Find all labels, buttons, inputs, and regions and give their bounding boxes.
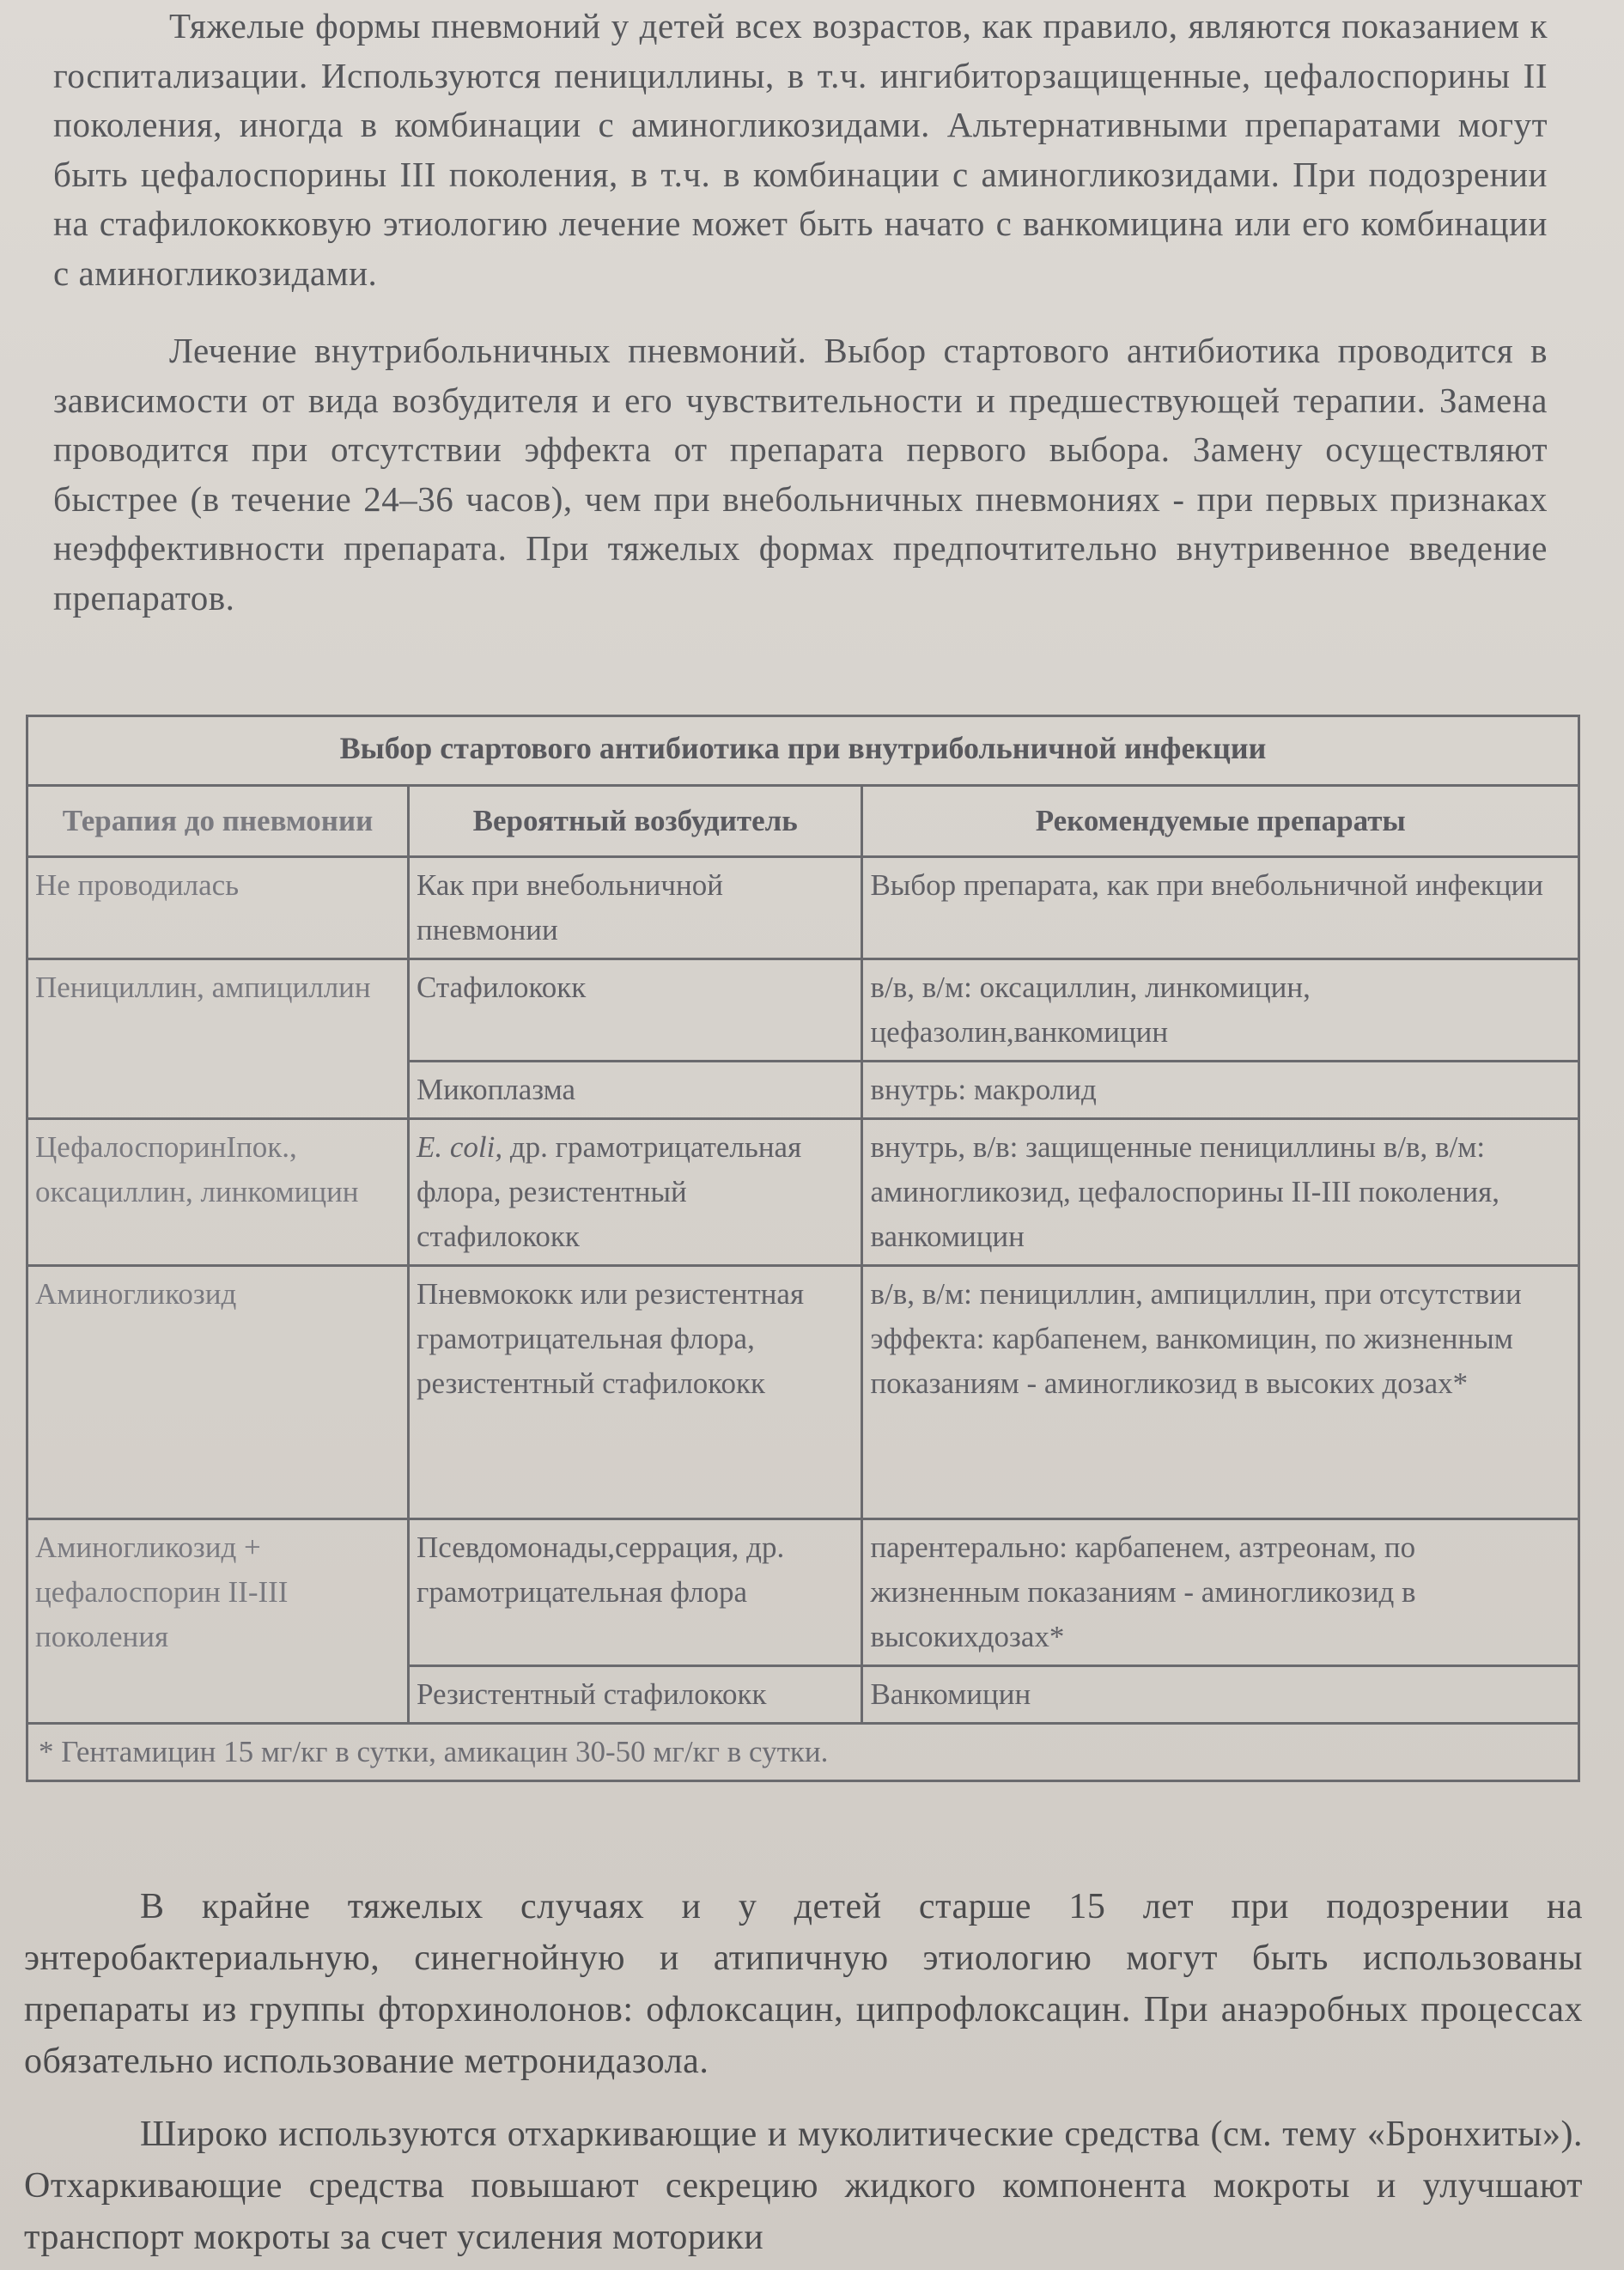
cell-drugs: Ванкомицин — [862, 1666, 1579, 1724]
cell-drugs: парентерально: карбапенем, азтреонам, по жизненным показаниям - аминогликозид в высокихдозах* — [862, 1519, 1579, 1666]
cell-pathogen: Пневмококк или резистентная грамотрицательная флора, резистентный стафилококк — [409, 1266, 862, 1519]
cell-drugs: внутрь, в/в: защищенные пенициллины в/в, в/м: аминогликозид, цефалоспорины II-III поколения, ванкомицин — [862, 1119, 1579, 1266]
cell-pathogen: Микоплазма — [409, 1062, 862, 1119]
table-row — [27, 1519, 1579, 1666]
cell-therapy: Пенициллин, ампициллин — [27, 959, 409, 1119]
header-pathogen: Вероятный возбудитель — [409, 786, 862, 857]
cell-pathogen: Псевдомонады,серрация, др. грамотрицательная флора — [409, 1519, 862, 1666]
table-row — [27, 1119, 1579, 1266]
cell-drugs: в/в, в/м: оксациллин, линкомицин, цефазолин,ванкомицин — [862, 959, 1579, 1062]
cell-drugs: Выбор препарата, как при внебольничной инфекции — [862, 857, 1579, 959]
cell-pathogen: Как при внебольничной пневмонии — [409, 857, 862, 959]
table-title: Выбор стартового антибиотика при внутрибольничной инфекции — [27, 716, 1579, 786]
table-row — [27, 857, 1579, 959]
pathogen-text: др. грамотрицательная флора, резистентный стафилококк — [417, 1130, 802, 1253]
pathogen-italic: E. coli, — [417, 1130, 503, 1164]
paragraph-intro: Тяжелые формы пневмоний у детей всех возрастов, как правило, являются показанием к госпитализации. Используются пенициллины, в т.ч. ингибиторзащищенные, цефалоспорины II поколения, иногда в комбинации с аминогликозидами. Альтернативными препаратами могут быть цефалоспорины III поколения, в т.ч. в комбинации с аминогликозидами. При подозрении на стафилококковую этиологию лечение может быть начато с ванкомицина или его комбинации с аминогликозидами. — [53, 6, 1548, 293]
table-footnote: * Гентамицин 15 мг/кг в сутки, амикацин 30-50 мг/кг в сутки. — [27, 1724, 1579, 1781]
header-drugs: Рекомендуемые препараты — [862, 786, 1579, 857]
header-therapy: Терапия до пневмонии — [27, 786, 409, 857]
paragraph-hospital-pneumonia: Лечение внутрибольничных пневмоний. Выбор стартового антибиотика проводится в зависимости от вида возбудителя и его чувствительности и предшествующей терапии. Замена проводится при отсутствии эффекта от препарата первого выбора. Замену осуществляют быстрее (в течение 24–36 часов), чем при внебольничных пневмониях - при первых признаках неэффективности препарата. При тяжелых формах предпочтительно внутривенное введение препаратов. — [53, 331, 1548, 618]
table-row — [27, 1266, 1579, 1519]
cell-therapy: Аминогликозид — [27, 1266, 409, 1519]
cell-drugs: в/в, в/м: пенициллин, ампициллин, при отсутствии эффекта: карбапенем, ванкомицин, по жизненным показаниям - аминогликозид в высоких дозах* — [862, 1266, 1579, 1519]
table-row — [27, 959, 1579, 1062]
paragraph-fluoroquinolones: В крайне тяжелых случаях и у детей старше 15 лет при подозрении на энтеробактериальную, синегнойную и атипичную этиологию могут быть использованы препараты из группы фторхинолонов: офлоксацин, ципрофлоксацин. При анаэробных процессах обязательно использование метронидазола. — [24, 1887, 1583, 2081]
cell-therapy: ЦефалоспоринIпок., оксациллин, линкомицин — [27, 1119, 409, 1266]
cell-pathogen — [409, 1119, 862, 1266]
antibiotic-table — [26, 715, 1580, 1782]
paragraph-expectorants: Широко используются отхаркивающие и муколитические средства (см. тему «Бронхиты»). Отхаркивающие средства повышают секрецию жидкого компонента мокроты и улучшают транспорт мокроты за счет усиления моторики — [24, 2115, 1583, 2257]
cell-pathogen: Резистентный стафилококк — [409, 1666, 862, 1724]
cell-therapy: Не проводилась — [27, 857, 409, 959]
cell-pathogen: Стафилококк — [409, 959, 862, 1062]
cell-drugs: внутрь: макролид — [862, 1062, 1579, 1119]
cell-therapy: Аминогликозид + цефалоспорин II-III поколения — [27, 1519, 409, 1724]
antibiotic-table-container — [26, 715, 1580, 1782]
